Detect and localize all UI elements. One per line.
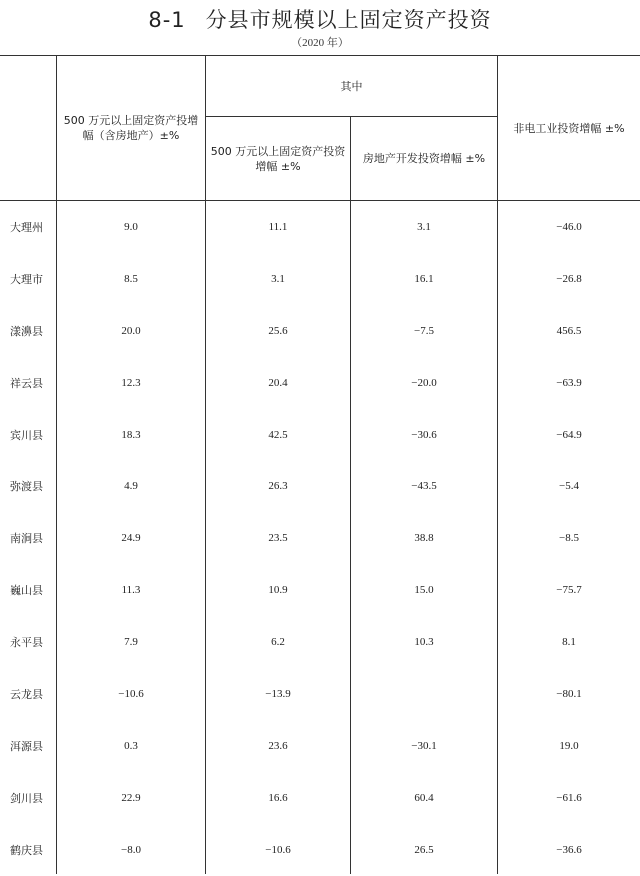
header-fixed-asset-growth: 500 万元以上固定资产投资增幅 ±% — [210, 144, 346, 173]
table-row — [0, 616, 640, 668]
header-real-estate-growth: 房地产开发投资增幅 ±% — [362, 152, 486, 165]
non-power-industry-growth-value: 456.5 — [556, 324, 582, 337]
county-name: 鹤庆县 — [10, 843, 43, 857]
non-power-industry-growth-value: −64.9 — [556, 428, 582, 441]
non-power-industry-growth-value: −36.6 — [556, 843, 582, 856]
fixed-asset-incl-realestate-value: 12.3 — [121, 376, 141, 389]
fixed-asset-growth-value: 11.1 — [268, 220, 288, 233]
fixed-asset-incl-realestate-value: 11.3 — [121, 584, 141, 597]
county-name: 永平县 — [10, 636, 43, 650]
real-estate-growth-value: 26.5 — [414, 843, 434, 856]
table-row — [0, 305, 640, 357]
fixed-asset-incl-realestate-value: 18.3 — [121, 428, 141, 441]
fixed-asset-incl-realestate-value: 24.9 — [121, 532, 141, 545]
fixed-asset-incl-realestate-value: 9.0 — [124, 220, 138, 233]
fixed-asset-growth-value: 20.4 — [268, 376, 288, 389]
county-name: 巍山县 — [10, 584, 43, 598]
non-power-industry-growth-value: −63.9 — [556, 376, 582, 389]
fixed-asset-growth-value: 42.5 — [268, 428, 288, 441]
table-row — [0, 772, 640, 824]
real-estate-growth-value: 3.1 — [417, 220, 431, 233]
fixed-asset-growth-value: −10.6 — [265, 843, 291, 856]
real-estate-growth-value: −30.6 — [411, 428, 437, 441]
non-power-industry-growth-value: −46.0 — [556, 220, 582, 233]
real-estate-growth-value: −43.5 — [411, 480, 437, 493]
fixed-asset-incl-realestate-value: 4.9 — [124, 480, 138, 493]
non-power-industry-growth-value: −8.5 — [559, 532, 579, 545]
real-estate-growth-value: 16.1 — [414, 272, 434, 285]
non-power-industry-growth-value: 8.1 — [562, 636, 576, 649]
table-row — [0, 460, 640, 512]
fixed-asset-growth-value: 23.6 — [268, 739, 288, 752]
table-row — [0, 409, 640, 461]
fixed-asset-incl-realestate-value: 22.9 — [121, 791, 141, 804]
fixed-asset-growth-value: 25.6 — [268, 324, 288, 337]
fixed-asset-growth-value: 6.2 — [271, 636, 285, 649]
real-estate-growth-value: 38.8 — [414, 532, 434, 545]
fixed-asset-growth-value: −13.9 — [265, 687, 291, 700]
county-name: 洱源县 — [10, 739, 43, 753]
table-title: 分县市规模以上固定资产投资 — [205, 8, 492, 32]
real-estate-growth-value: 10.3 — [414, 636, 434, 649]
county-name: 南涧县 — [10, 532, 43, 546]
real-estate-growth-value: 15.0 — [414, 584, 434, 597]
non-power-industry-growth-value: −5.4 — [559, 480, 579, 493]
county-name: 弥渡县 — [10, 480, 43, 494]
table-body — [0, 201, 640, 876]
fixed-asset-incl-realestate-value: 20.0 — [121, 324, 141, 337]
table-row — [0, 720, 640, 772]
real-estate-growth-value: 60.4 — [414, 791, 434, 804]
real-estate-growth-value: −30.1 — [411, 739, 437, 752]
county-name: 漾濞县 — [10, 324, 43, 338]
table-row — [0, 824, 640, 876]
non-power-industry-growth-value: 19.0 — [559, 739, 579, 752]
page-title — [0, 4, 640, 34]
header-group-of-which: 其中 — [340, 79, 363, 93]
non-power-industry-growth-value: −61.6 — [556, 791, 582, 804]
county-name: 大理州 — [10, 220, 43, 234]
fixed-asset-incl-realestate-value: 7.9 — [124, 636, 138, 649]
table-year: （2020 年） — [291, 37, 349, 49]
fixed-asset-growth-value: 3.1 — [271, 272, 285, 285]
real-estate-growth-value: −20.0 — [411, 376, 437, 389]
non-power-industry-growth-value: −26.8 — [556, 272, 582, 285]
fixed-asset-growth-value: 26.3 — [268, 480, 288, 493]
fixed-asset-growth-value: 23.5 — [268, 532, 288, 545]
table-row — [0, 512, 640, 564]
county-name: 祥云县 — [10, 376, 43, 390]
non-power-industry-growth-value: −75.7 — [556, 584, 582, 597]
header-fixed-asset-incl-realestate: 500 万元以上固定资产投增幅（含房地产）±% — [63, 114, 199, 142]
table-row — [0, 253, 640, 305]
real-estate-growth-value — [351, 668, 497, 720]
county-name: 宾川县 — [10, 428, 43, 442]
fixed-asset-growth-value: 16.6 — [268, 791, 288, 804]
real-estate-growth-value: −7.5 — [414, 324, 434, 337]
fixed-asset-incl-realestate-value: −10.6 — [118, 687, 144, 700]
table-number: 8-1 — [148, 8, 186, 32]
county-name: 大理市 — [10, 272, 43, 286]
county-name: 剑川县 — [10, 791, 43, 805]
fixed-asset-incl-realestate-value: −8.0 — [121, 843, 141, 856]
fixed-asset-incl-realestate-value: 8.5 — [124, 272, 138, 285]
table-row — [0, 668, 640, 720]
fixed-asset-incl-realestate-value: 0.3 — [124, 739, 138, 752]
non-power-industry-growth-value: −80.1 — [556, 687, 582, 700]
table-row — [0, 357, 640, 409]
county-name: 云龙县 — [10, 687, 43, 701]
fixed-asset-growth-value: 10.9 — [268, 584, 288, 597]
table-row — [0, 564, 640, 616]
table-row — [0, 201, 640, 253]
header-non-power-industry-growth: 非电工业投资增幅 ±% — [513, 121, 625, 135]
